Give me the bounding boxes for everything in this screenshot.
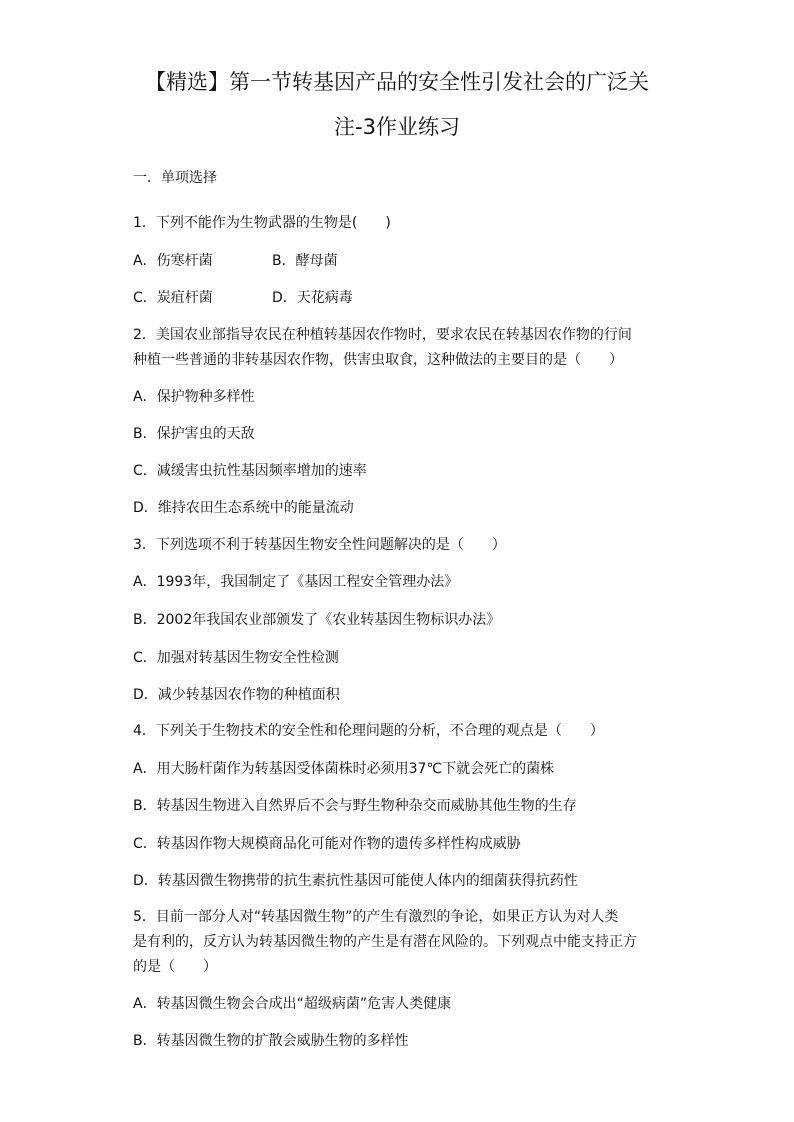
question-3-option-a: A．1993年，我国制定了《基因工程安全管理办法》 xyxy=(133,574,459,590)
section-heading: 一．单项选择 xyxy=(133,170,217,186)
question-3-stem: 3．下列选项不利于转基因生物安全性问题解决的是（ ） xyxy=(133,537,506,553)
question-1-option-b: B．酵母菌 xyxy=(272,253,338,269)
question-1-option-a: A．伤寒杆菌 xyxy=(133,253,213,269)
document-title-line-2: 注-3作业练习 xyxy=(334,115,460,139)
question-5-option-b: B．转基因微生物的扩散会威胁生物的多样性 xyxy=(133,1033,409,1049)
question-1-stem: 1．下列不能作为生物武器的生物是( ) xyxy=(133,215,391,231)
question-1-option-c: C．炭疽杆菌 xyxy=(133,290,213,306)
question-4-option-d: D．转基因微生物携带的抗生素抗性基因可能使人体内的细菌获得抗药性 xyxy=(133,873,578,889)
question-3-option-c: C．加强对转基因生物安全性检测 xyxy=(133,650,339,666)
question-5-stem-line-2: 是有利的，反方认为转基因微生物的产生是有潜在风险的。下列观点中能支持正方 xyxy=(133,934,637,950)
document-title-line-1: 【精选】第一节转基因产品的安全性引发社会的广泛关 xyxy=(145,70,649,94)
question-4-option-c: C．转基因作物大规模商品化可能对作物的遗传多样性构成威胁 xyxy=(133,836,521,852)
question-5-stem-line-1: 5．目前一部分人对“转基因微生物”的产生有激烈的争论，如果正方认为对人类 xyxy=(133,909,619,925)
question-2-option-a: A．保护物种多样性 xyxy=(133,389,255,405)
question-5-stem-line-3: 的是（ ） xyxy=(133,959,217,975)
question-2-option-d: D．维持农田生态系统中的能量流动 xyxy=(133,500,354,516)
question-4-option-b: B．转基因生物进入自然界后不会与野生物种杂交而威胁其他生物的生存 xyxy=(133,798,577,814)
question-2-stem-line-2: 种植一些普通的非转基因农作物，供害虫取食，这种做法的主要目的是（ ） xyxy=(133,352,623,368)
question-3-option-d: D．减少转基因农作物的种植面积 xyxy=(133,687,340,703)
question-2-option-c: C．减缓害虫抗性基因频率增加的速率 xyxy=(133,463,367,479)
question-2-option-b: B．保护害虫的天敌 xyxy=(133,426,255,442)
question-5-option-a: A．转基因微生物会合成出“超级病菌”危害人类健康 xyxy=(133,996,452,1012)
question-3-option-b: B．2002年我国农业部颁发了《农业转基因生物标识办法》 xyxy=(133,612,501,628)
question-1-option-d: D．天花病毒 xyxy=(272,290,353,306)
question-4-stem: 4．下列关于生物技术的安全性和伦理问题的分析，不合理的观点是（ ） xyxy=(133,723,604,739)
question-4-option-a: A．用大肠杆菌作为转基因受体菌株时必须用37℃下就会死亡的菌株 xyxy=(133,761,555,777)
question-2-stem-line-1: 2．美国农业部指导农民在种植转基因农作物时，要求农民在转基因农作物的行间 xyxy=(133,327,632,343)
